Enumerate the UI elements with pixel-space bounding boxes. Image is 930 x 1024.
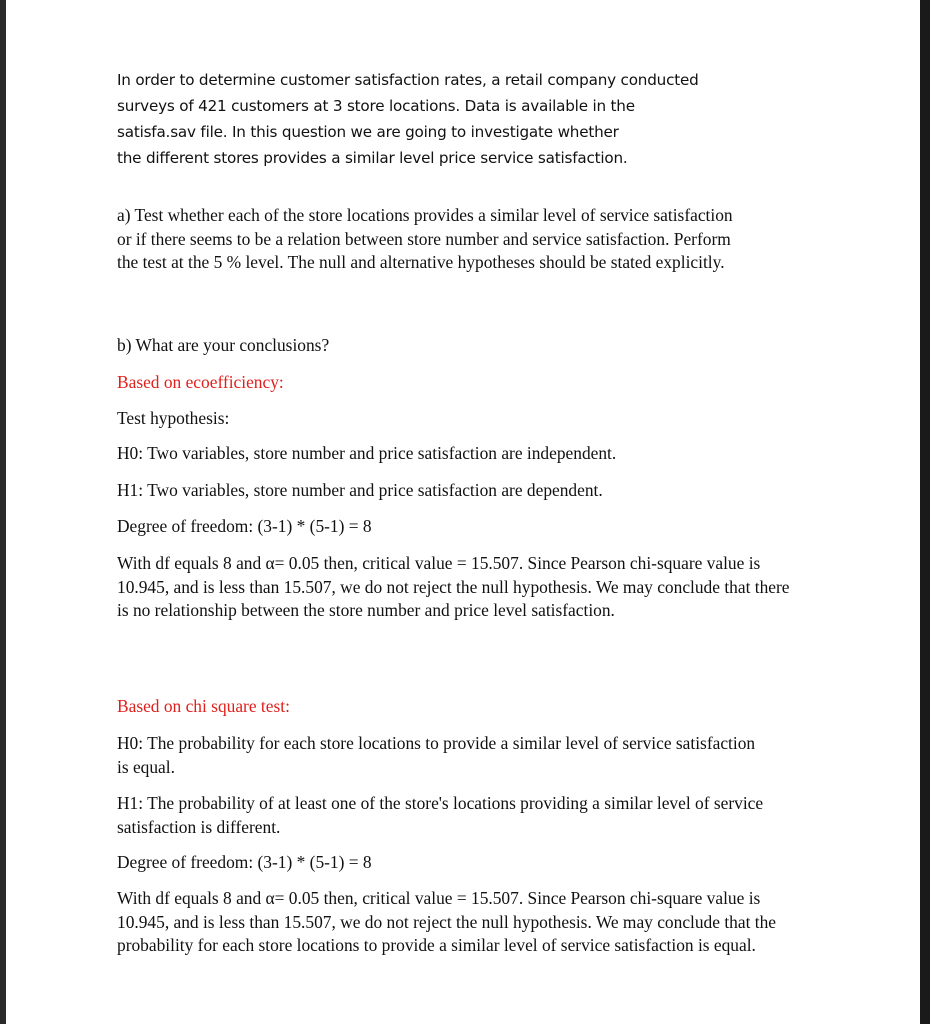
hypothesis-h1: H1: Two variables, store number and price satisfaction are dependent. (117, 480, 603, 500)
hypothesis-h0: H0: The probability for each store locations to provide a similar level of service satisfaction is equal. (117, 733, 756, 777)
hypothesis-h1: H1: The probability of at least one of the store's locations providing a similar level of service satisfaction is different. (117, 793, 764, 837)
conclusion-paragraph: With df equals 8 and α= 0.05 then, critical value = 15.507. Since Pearson chi-square value is 10.945, and is less than 15.507, we do not reject the null hypothesis. We may conclude that the probability for each store locations to provide a similar level of service satisfaction is equal. (117, 888, 776, 955)
degree-of-freedom: Degree of freedom: (3-1) * (5-1) = 8 (117, 852, 372, 872)
intro-line: In order to determine customer satisfaction rates, a retail company conducted (117, 71, 699, 89)
conclusion-paragraph: With df equals 8 and α= 0.05 then, critical value = 15.507. Since Pearson chi-square value is 10.945, and is less than 15.507, we do not reject the null hypothesis. We may conclude that there is no relationship between the store number and price level satisfaction. (117, 553, 790, 620)
hypothesis-h0: H0: Two variables, store number and price satisfaction are independent. (117, 443, 617, 463)
section-heading-chi-square: Based on chi square test: (117, 696, 290, 716)
degree-of-freedom: Degree of freedom: (3-1) * (5-1) = 8 (117, 516, 372, 536)
left-border (0, 0, 6, 1024)
intro-line: the different stores provides a similar level price service satisfaction. (117, 149, 628, 167)
test-hypothesis-label: Test hypothesis: (117, 408, 230, 428)
question-b: b) What are your conclusions? (117, 335, 330, 355)
intro-line: satisfa.sav file. In this question we are going to investigate whether (117, 123, 619, 141)
question-a: a) Test whether each of the store locations provides a similar level of service satisfaction or if there seems to be a relation between store number and service satisfaction. Perform the test at the 5 % level. The null and alternative hypotheses should be stated explicitly. (117, 205, 733, 272)
right-border (920, 0, 930, 1024)
intro-line: surveys of 421 customers at 3 store locations. Data is available in the (117, 97, 635, 115)
intro-paragraph (117, 67, 777, 171)
section-heading-ecoefficiency: Based on ecoefficiency: (117, 372, 284, 392)
